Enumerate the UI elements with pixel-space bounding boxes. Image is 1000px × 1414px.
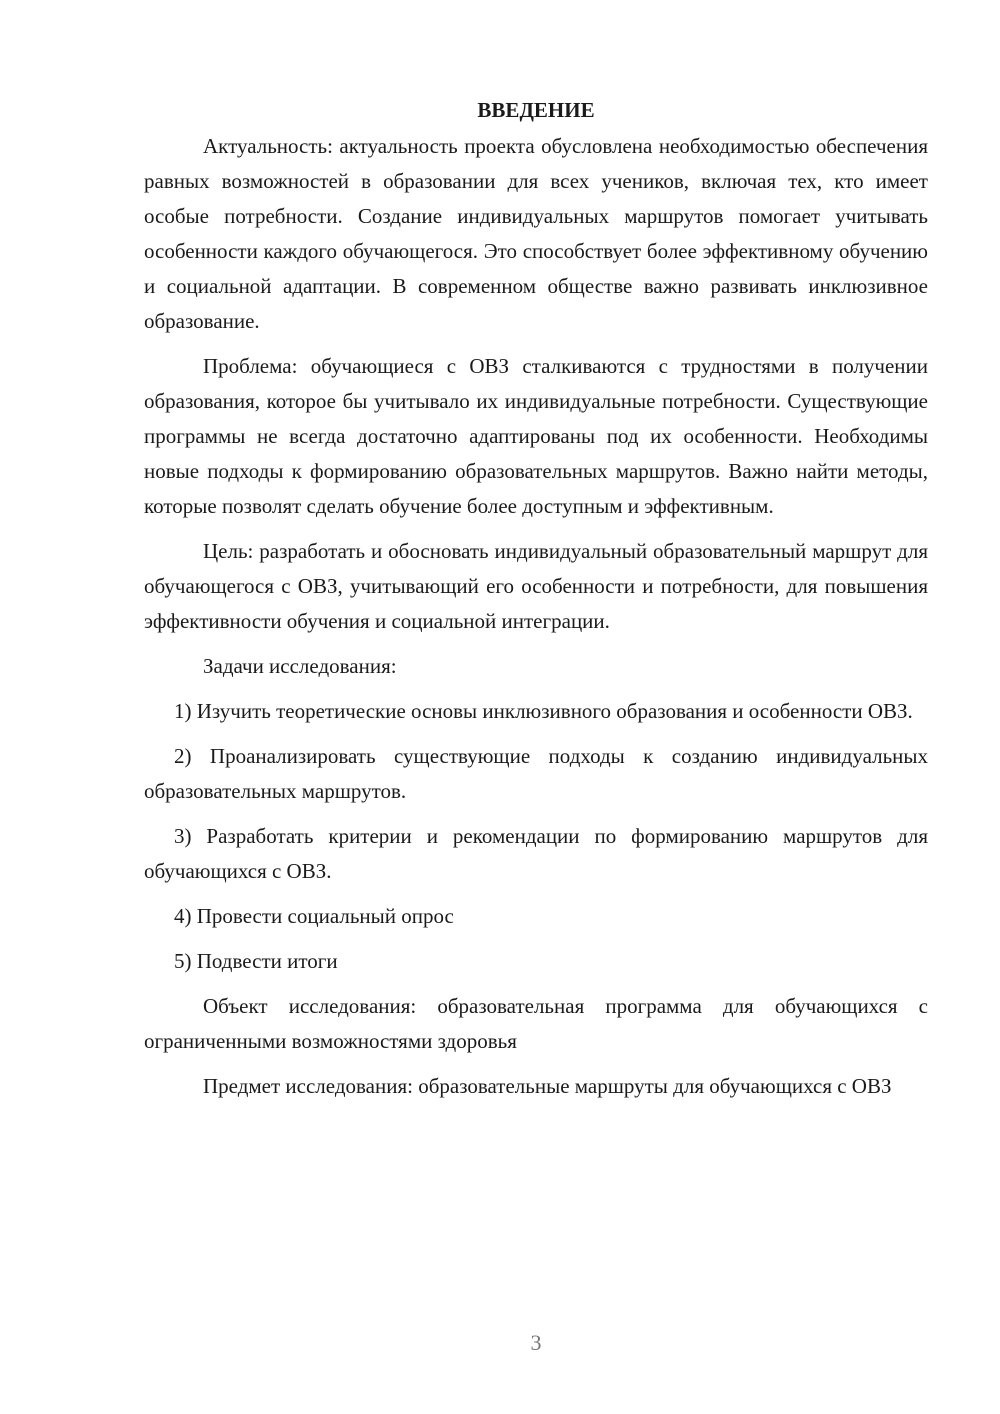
relevance-paragraph: Актуальность: актуальность проекта обусловлена необходимостью обеспечения равных возможностей в образовании для всех учеников, включая тех, кто имеет особые потребности. Создание индивидуальных маршрутов помогает учитывать особенности каждого обучающегося. Это способствует более эффективному обучению и социальной адаптации. В современном обществе важно развивать инклюзивное образование. bbox=[144, 134, 928, 333]
problem-paragraph: Проблема: обучающиеся с ОВЗ сталкиваются с трудностями в получении образования, которое бы учитывало их индивидуальные потребности. Существующие программы не всегда достаточно адаптированы под их особенности. Необходимы новые подходы к формированию образовательных маршрутов. Важно найти методы, которые позволят сделать обучение более доступным и эффективным. bbox=[144, 354, 928, 518]
page-number: 3 bbox=[530, 1330, 542, 1355]
research-subject-paragraph: Предмет исследования: образовательные маршруты для обучающихся с ОВЗ bbox=[203, 1074, 892, 1098]
goal-paragraph: Цель: разработать и обосновать индивидуальный образовательный маршрут для обучающегося с ОВЗ, учитывающий его особенности и потребности, для повышения эффективности обучения и социальной интеграции. bbox=[144, 539, 928, 633]
task-item: 1) Изучить теоретические основы инклюзивного образования и особенности ОВЗ. bbox=[174, 699, 913, 723]
task-item: 4) Провести социальный опрос bbox=[174, 904, 454, 928]
task-item: 3) Разработать критерии и рекомендации по формированию маршрутов для обучающихся с ОВЗ. bbox=[144, 824, 928, 883]
tasks-heading: Задачи исследования: bbox=[203, 654, 397, 678]
task-item: 2) Проанализировать существующие подходы к созданию индивидуальных образовательных маршрутов. bbox=[144, 744, 928, 803]
page-body bbox=[144, 93, 928, 1114]
task-item: 5) Подвести итоги bbox=[174, 949, 338, 973]
page-title: ВВЕДЕНИЕ bbox=[477, 98, 595, 122]
research-object-paragraph: Объект исследования: образовательная программа для обучающихся с ограниченными возможностями здоровья bbox=[144, 994, 928, 1053]
